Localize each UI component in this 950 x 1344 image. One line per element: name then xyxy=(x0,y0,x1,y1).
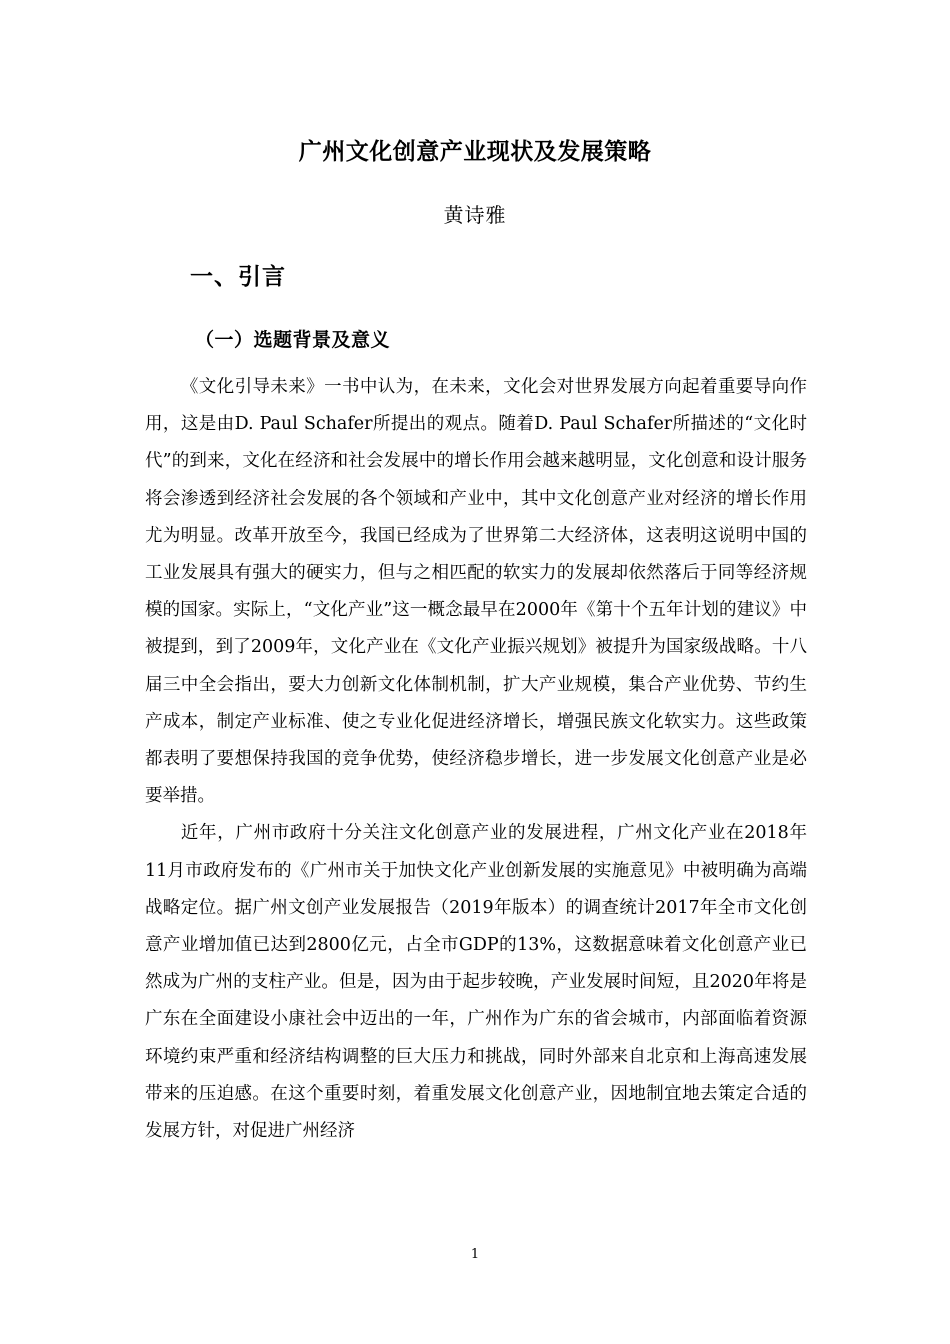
paragraph: 近年，广州市政府十分关注文化创意产业的发展进程，广州文化产业在2018年11月市政府发布的《广州市关于加快文化产业创新发展的实施意见》中被明确为高端战略定位。据广州文创产业发展报告（2019年版本）的调查统计2017年全市文化创意产业增加值已达到2800亿元，占全市GDP的13%，这数据意味着文化创意产业已然成为广州的支柱产业。但是，因为由于起步较晚，产业发展时间短，且2020年将是广东在全面建设小康社会中迈出的一年，广州作为广东的省会城市，内部面临着资源环境约束严重和经济结构调整的巨大压力和挑战，同时外部来自北京和上海高速发展带来的压迫感。在这个重要时刻，着重发展文化创意产业，因地制宜地去策定合适的发展方针，对促进广州经济 xyxy=(145,823,807,1142)
author-name: 黄诗雅 xyxy=(443,203,507,227)
document-title: 广州文化创意产业现状及发展策略 xyxy=(298,139,652,165)
page-number: 1 xyxy=(470,1247,480,1262)
section-heading: 一、引言 xyxy=(190,264,286,290)
body-text xyxy=(145,369,807,1150)
subsection-heading: （一）选题背景及意义 xyxy=(195,329,391,351)
paragraph: 《文化引导未来》一书中认为，在未来，文化会对世界发展方向起着重要导向作用，这是由D. Paul Schafer所提出的观点。随着D. Paul Schafer所描述的“文化时代”的到来，文化在经济和社会发展中的增长作用会越来越明显，文化创意和设计服务将会渗透到经济社会发展的各个领域和产业中，其中文化创意产业对经济的增长作用尤为明显。改革开放至今，我国已经成为了世界第二大经济体，这表明这说明中国的工业发展具有强大的硬实力，但与之相匹配的软实力的发展却依然落后于同等经济规模的国家。实际上，“文化产业”这一概念最早在2000年《第十个五年计划的建议》中被提到，到了2009年，文化产业在《文化产业振兴规划》被提升为国家级战略。十八届三中全会指出，要大力创新文化体制机制，扩大产业规模，集合产业优势、节约生产成本，制定产业标准、使之专业化促进经济增长，增强民族文化软实力。这些政策都表明了要想保持我国的竞争优势，使经济稳步增长，进一步发展文化创意产业是必要举措。 xyxy=(145,377,807,807)
